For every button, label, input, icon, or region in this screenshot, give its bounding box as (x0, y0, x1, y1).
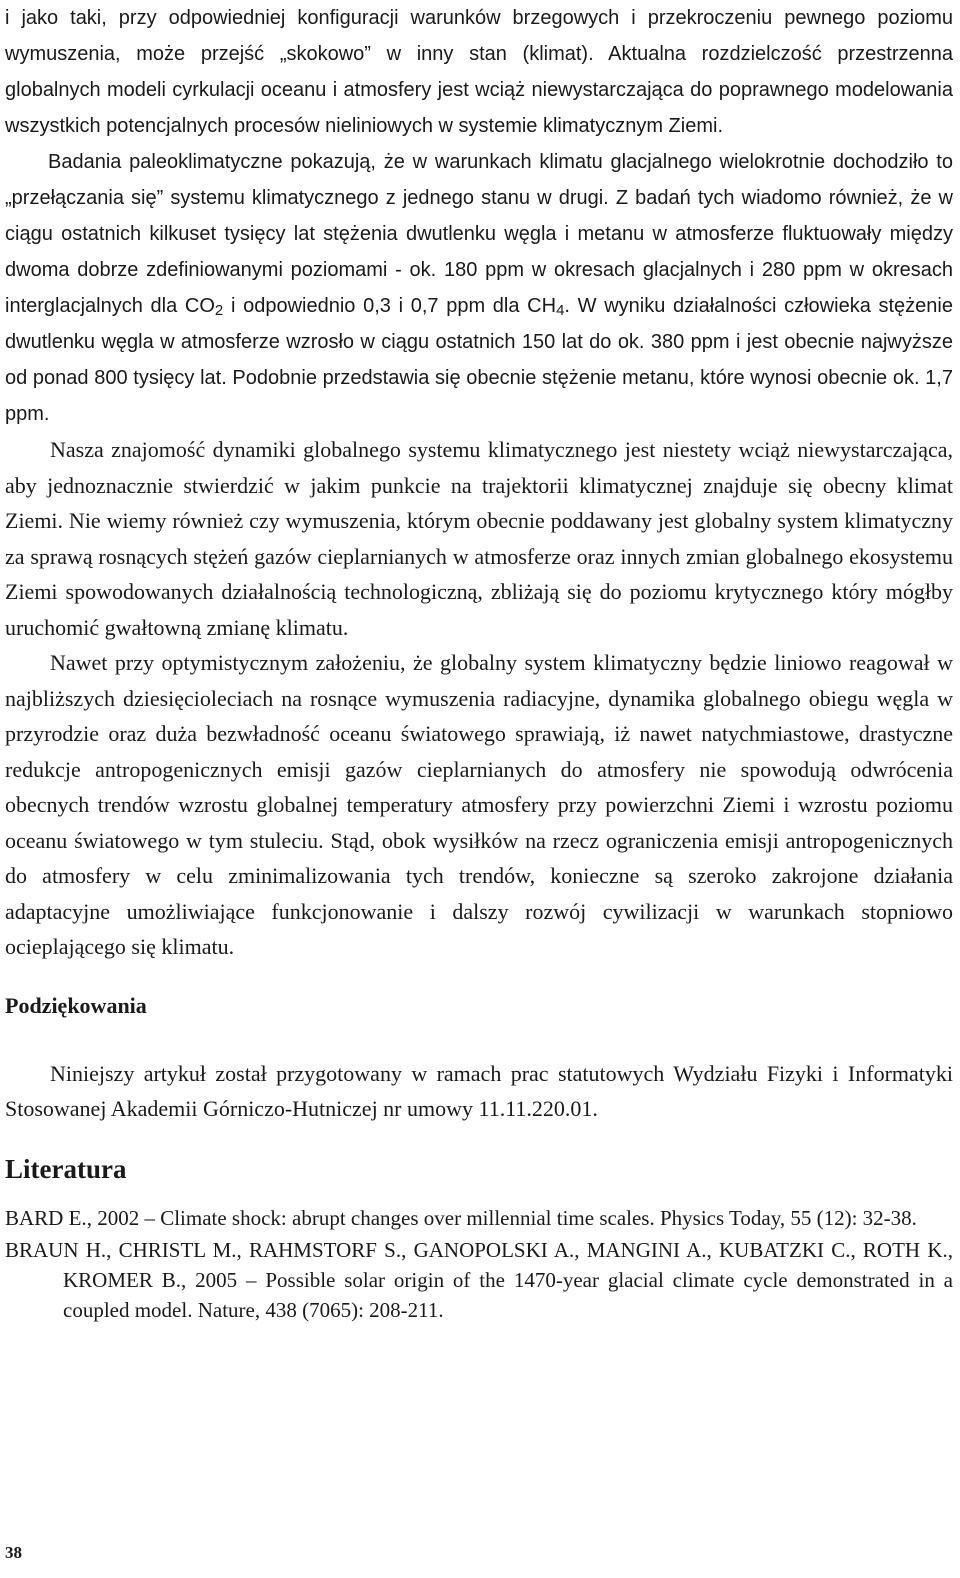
page-number: 38 (5, 1543, 22, 1562)
subscript-ch4: 4 (556, 302, 565, 319)
paragraph-continuation: i jako taki, przy odpowiedniej konfiguracji warunków brzegowych i przekroczeniu pewnego poziomu wymuszenia, może przejść „skokowo” w inny stan (klimat). Aktualna rozdzielczość przestrzenna globalnych modeli cyrkulacji oceanu i atmosfery jest wciąż niewystarczająca do poprawnego modelowania wszystkich potencjalnych procesów nieliniowych w systemie klimatycznym Ziemi. (5, 7, 953, 137)
reference-authors: BRAUN H., CHRISTL M., RAHMSTORF S., GANOPOLSKI A., MANGINI A., KUBATZKI C., ROTH K., KROMER B. (5, 1237, 953, 1292)
literature-heading: Literatura (5, 1153, 127, 1184)
paragraph-adaptation: Nawet przy optymistycznym założeniu, że globalny system klimatyczny będzie liniowo reagował w najbliższych dziesięcioleciach na rosnące wymuszenia radiacyjne, dynamika globalnego obiegu węgla w przyrodzie oraz duża bezwładność oceanu światowego sprawiają, iż nawet natychmiastowe, drastyczne redukcje antropogenicznych emisji gazów cieplarnianych do atmosfery nie spowodują odwrócenia obecnych trendów wzrostu globalnej temperatury atmosfery przy powierzchni Ziemi i wzrostu poziomu oceanu światowego w tym stuleciu. Stąd, obok wysiłków na rzecz ograniczenia emisji antropogenicznych do atmosfery w celu zminimalizowania tych trendów, konieczne są szeroko zakrojone działania adaptacyjne umożliwiające funkcjonowanie i dalszy rozwój cywilizacji w warunkach stopniowo ocieplającego się klimatu. (5, 650, 953, 959)
paragraph-text: i odpowiednio 0,3 i 0,7 ppm dla CH (223, 295, 557, 317)
acknowledgements-heading: Podziękowania (5, 992, 147, 1018)
acknowledgements-text: Niniejszy artykuł został przygotowany w ramach prac statutowych Wydziału Fizyki i Informatyki Stosowanej Akademii Górniczo-Hutniczej nr umowy 11.11.220.01. (5, 1060, 953, 1121)
page-body (5, 0, 953, 1325)
reference-authors: BARD E. (5, 1205, 87, 1230)
reference-details: , 2005 – Possible solar origin of the 1470-year glacial climate cycle demonstrated in a coupled model. Nature, 438 (7065): 208-211. (63, 1267, 954, 1322)
paragraph-text: Badania paleoklimatyczne pokazują, że w warunkach klimatu glacjalnego wielokrotnie dochodziło to „przełączania się” systemu klimatycznego z jednego stanu w drugi. Z badań tych wiadomo również, że w ciągu ostatnich kilkuset tysięcy lat stężenia dwutlenku węgla i metanu w atmosferze fluktuowały między dwoma dobrze zdefiniowanymi poziomami - ok. 180 ppm w okresach glacjalnych i 280 ppm w okresach interglacjalnych dla CO (5, 151, 953, 317)
reference-item (5, 1235, 953, 1325)
subscript-co2: 2 (214, 302, 224, 319)
reference-details: , 2002 – Climate shock: abrupt changes over millennial time scales. Physics Today, 55 (12): 32-38. (86, 1205, 917, 1230)
paragraph-text: . W wyniku działalności człowieka stężenie dwutlenku węgla w atmosferze wzrosło w ciągu ostatnich 150 lat do ok. 380 ppm i jest obecnie najwyższe od ponad 800 tysięcy lat. Podobnie przedstawia się obecnie stężenie metanu, które wynosi obecnie ok. 1,7 ppm. (5, 295, 953, 425)
paragraph-paleoclimate (5, 144, 953, 432)
paragraph-knowledge: Nasza znajomość dynamiki globalnego systemu klimatycznego jest niestety wciąż niewystarczająca, aby jednoznacznie stwierdzić w jakim punkcie na trajektorii klimatycznej znajduje się obecny klimat Ziemi. Nie wiemy również czy wymuszenia, którym obecnie poddawany jest globalny system klimatyczny za sprawą rosnących stężeń gazów cieplarnianych w atmosferze oraz innych zmian globalnego ekosystemu Ziemi spowodowanych działalnością technologiczną, zbliżają się do poziomu krytycznego który mógłby uruchomić gwałtowną zmianę klimatu. (5, 437, 953, 640)
reference-item (5, 1203, 953, 1233)
